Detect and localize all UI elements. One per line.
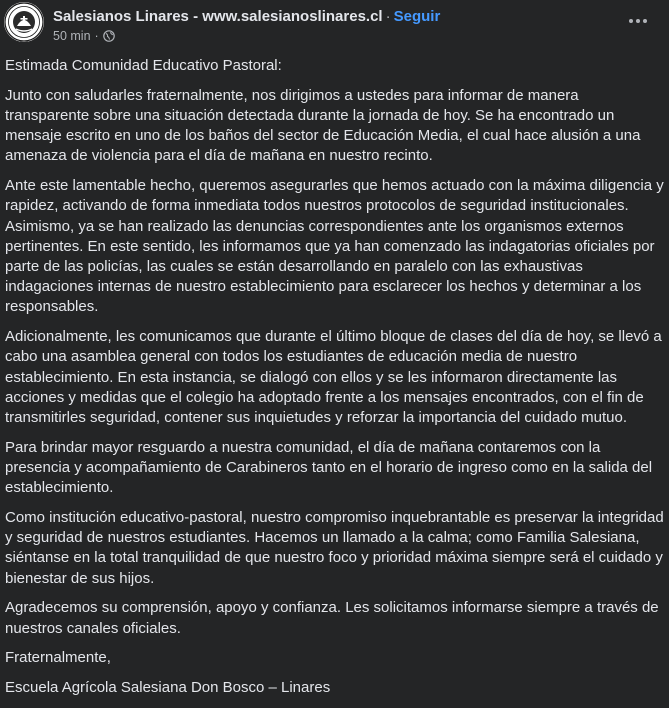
post-body [5, 56, 665, 708]
post-paragraph: Fraternalmente, [5, 649, 111, 667]
post-paragraph: Para brindar mayor resguardo a nuestra comunidad, el día de mañana contaremos con la presencia y acompañamiento de Carabineros tanto en el horario de ingreso como en la salida del establecimiento. [5, 438, 653, 497]
follow-button[interactable]: Seguir [393, 8, 441, 25]
more-options-icon-dot [636, 19, 640, 23]
post-header [4, 2, 669, 48]
post-paragraph: Junto con saludarles fraternalmente, nos dirigimos a ustedes para informar de manera transparente sobre una situación detectada durante la jornada de hoy. Se ha encontrado un mensaje escrito en uno de los baños del sector de Educación Media, el cual hace alusión a una amenaza de violencia para el día de mañana en nuestro recinto. [5, 86, 641, 165]
post-meta [53, 29, 115, 43]
more-options-button[interactable] [623, 8, 653, 34]
page-name-link[interactable]: Salesianos Linares - www.salesianoslinares.cl [53, 8, 383, 25]
salesianos-seal-icon [4, 2, 44, 42]
more-options-icon [629, 19, 633, 23]
page-avatar[interactable] [4, 2, 44, 42]
post-paragraph: Escuela Agrícola Salesiana Don Bosco – Linares [5, 679, 331, 697]
page-title-line [53, 8, 440, 25]
post-paragraph: Adicionalmente, les comunicamos que durante el último bloque de clases del día de hoy, se llevó a cabo una asamblea general con todos los estudiantes de educación media de nuestro establecimiento. En esta instancia, se dialogó con ellos y se les informaron directamente las acciones y medidas que el colegio ha adoptado frente a los mensajes encontrados, con el fin de transmitirles seguridad, contener sus inquietudes y reforzar la importancia del cuidado mutuo. [5, 328, 662, 427]
post-paragraph: Estimada Comunidad Educativo Pastoral: [5, 57, 282, 74]
title-separator: · [385, 8, 391, 25]
post-paragraph: Como institución educativo-pastoral, nuestro compromiso inquebrantable es preservar la integridad y seguridad de nuestros estudiantes. Hacemos un llamado a la calma; como Familia Salesiana, siéntanse en la total tranquilidad de que nuestro foco y prioridad máxima siempre será el cuidado y bienestar de sus hijos. [5, 509, 664, 587]
meta-separator: · [94, 29, 99, 43]
globe-icon[interactable] [103, 30, 115, 42]
post-timestamp[interactable]: 50 min [53, 29, 91, 43]
more-options-icon-dot [643, 19, 647, 23]
post-paragraph: Ante este lamentable hecho, queremos asegurarles que hemos actuado con la máxima diligencia y rapidez, activando de forma inmediata todos nuestros protocolos de seguridad institucionales. Asimismo, ya se han realizado las denuncias correspondientes ante los organismos externos pertinentes. En este sentido, les informamos que ya han comenzado las indagatorias oficiales por parte de las policías, las cuales se están desarrollando en paralelo con las exhaustivas indagaciones internas de nuestro establecimiento para esclarecer los hechos y determinar a los responsables. [5, 177, 664, 316]
post-paragraph: Agradecemos su comprensión, apoyo y confianza. Les solicitamos informarse siempre a través de nuestros canales oficiales. [5, 599, 659, 637]
